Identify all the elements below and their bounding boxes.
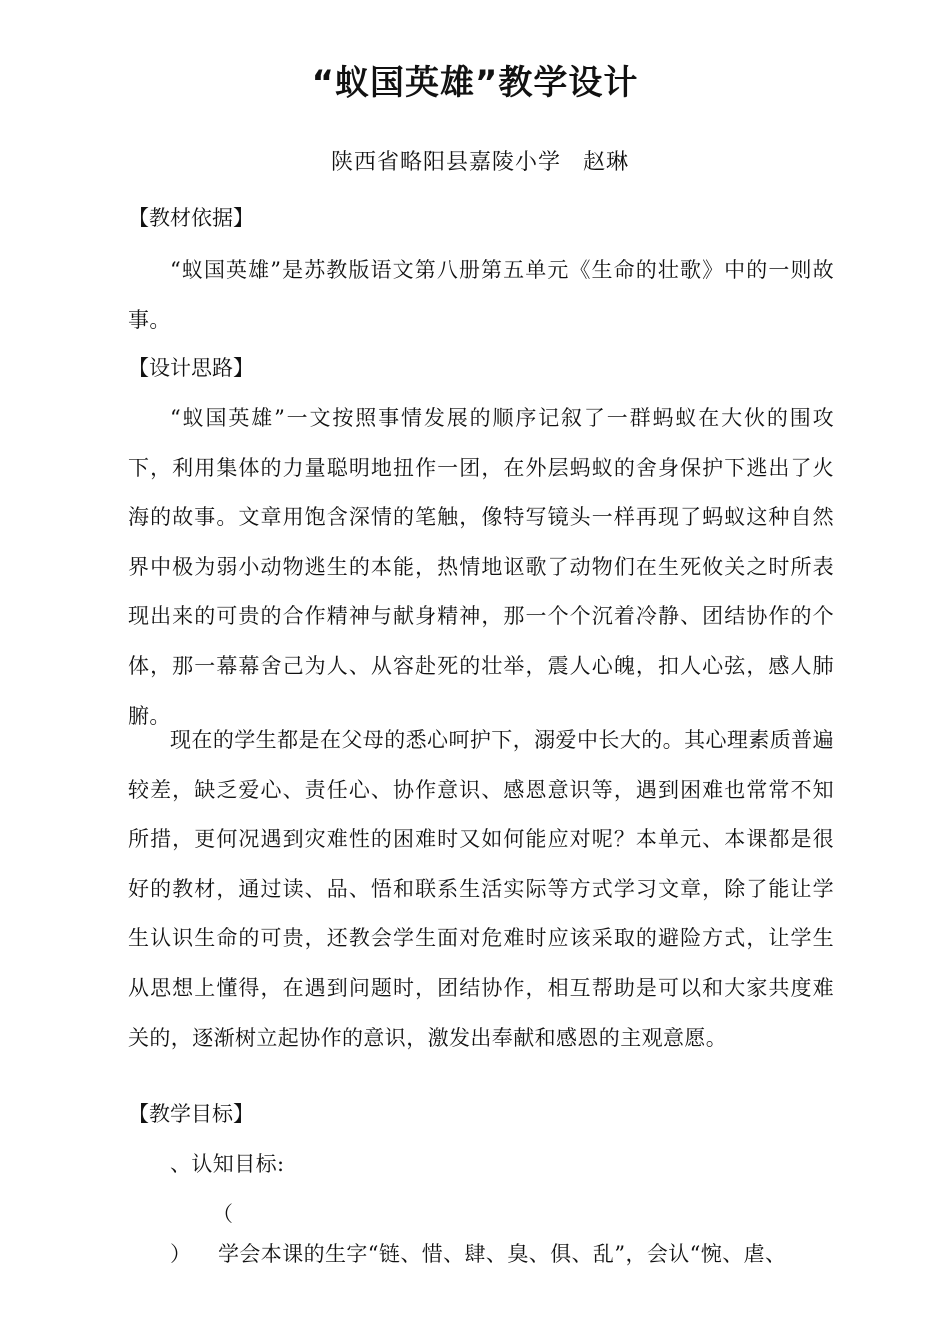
author-name: 赵琳 (583, 150, 630, 175)
item-number-paren: （ ） (170, 1202, 234, 1266)
basis-paragraph: “蚁国英雄”是苏教版语文第八册第五单元《生命的壮歌》中的一则故事。 (128, 258, 834, 332)
goal-item-characters-text: 学会本课的生字“链、惜、肆、臭、俱、乱”，会认“惋、虐、 (218, 1242, 787, 1266)
goal-item-cognitive: 、认知目标: (170, 1152, 285, 1176)
design-paragraph-1: “蚁国英雄”一文按照事情发展的顺序记叙了一群蚂蚁在大伙的围攻下，利用集体的力量聪明地扭作一团，在外层蚂蚁的舍身保护下逃出了火海的故事。文章用饱含深情的笔触，像特写镜头一样再现了蚂蚁这种自然界中极为弱小动物逃生的本能，热情地讴歌了动物们在生死攸关之时所表现出来的可贵的合作精神与献身精神，那一个个沉着冷静、团结协作的个体，那一幕幕舍己为人、从容赴死的壮举，震人心魄，扣人心弦，感人肺腑。 (128, 406, 834, 728)
section-heading-goals: 【教学目标】 (128, 1102, 254, 1126)
section-heading-design: 【设计思路】 (128, 356, 254, 380)
document-title: “蚁国英雄”教学设计 (311, 63, 639, 103)
design-paragraph-2: 现在的学生都是在父母的悉心呵护下，溺爱中长大的。其心理素质普遍较差，缺乏爱心、责任心、协作意识、感恩意识等，遇到困难也常常不知所措，更何况遇到灾难性的困难时又如何能应对呢？本单元、本课都是很好的教材，通过读、品、悟和联系生活实际等方式学习文章，除了能让学生认识生命的可贵，还教会学生面对危难时应该采取的避险方式，让学生从思想上懂得，在遇到问题时，团结协作，相互帮助是可以和大家共度难关的，逐渐树立起协作的意识，激发出奉献和感恩的主观意愿。 (128, 728, 834, 1050)
author-school: 陕西省略阳县嘉陵小学 (330, 150, 561, 175)
section-heading-basis: 【教材依据】 (128, 206, 254, 230)
goal-item-characters (128, 1194, 834, 1274)
author-line (0, 143, 950, 183)
